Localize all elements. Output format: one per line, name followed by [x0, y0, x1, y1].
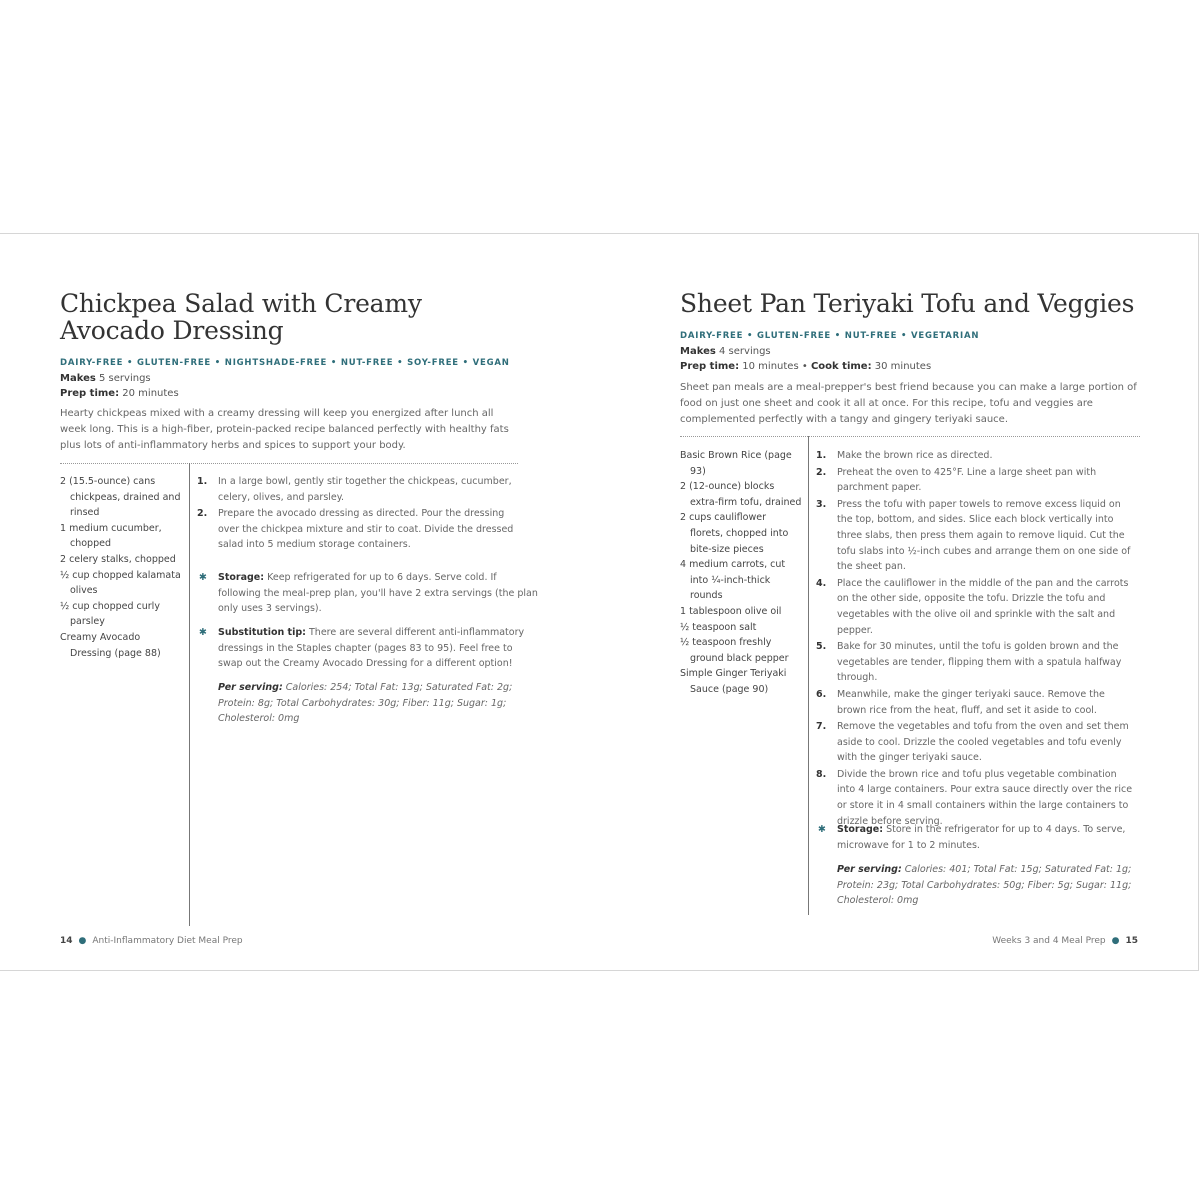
step-text: Preheat the oven to 425°F. Line a large sheet pan with parchment paper. [837, 466, 1097, 494]
makes-label: Makes [680, 346, 716, 357]
instruction-step [816, 448, 1136, 464]
storage-text: Keep refrigerated for up to 6 days. Serve cold. If following the meal-prep plan, you'll have 2 extra servings (the plan only uses 3 servings). [218, 572, 538, 615]
left-page [0, 234, 600, 970]
step-text: Prepare the avocado dressing as directed. Pour the dressing over the chickpea mixture and stir to coat. Divide the dressed salad into 5 medium storage containers. [218, 508, 514, 551]
recipe-title [60, 290, 480, 344]
step-number: 2. [197, 508, 208, 520]
section-divider [60, 463, 518, 464]
ingredient-item: 2 cups cauliflower florets, chopped into bite-size pieces [680, 512, 789, 555]
page-number: 14 [60, 936, 73, 946]
storage-label: Storage: [837, 824, 884, 835]
step-text: Place the cauliflower in the middle of the pan and the carrots on the other side, opposite the tofu. Drizzle the tofu and vegetables with the olive oil and sprinkle with the salt and pepper. [837, 577, 1129, 636]
substitution-text: There are several different anti-inflammatory dressings in the Staples chapter (pages 83 to 95). Feel free to swap out the Creamy Avocado Dressing for a different option! [218, 627, 525, 670]
instruction-list [816, 448, 1136, 830]
instruction-list [197, 474, 519, 554]
ingredient-item: 2 (15.5-ounce) cans chickpeas, drained and rinsed [60, 476, 181, 519]
step-text: Divide the brown rice and tofu plus vegetable combination into 4 large containers. Pour extra sauce directly over the rice or store it in 4 small containers within the large containers to drizzle before serving. [837, 768, 1133, 827]
instruction-step [816, 576, 1136, 638]
step-number: 7. [816, 721, 827, 733]
ingredient-item: 2 celery stalks, chopped [60, 553, 176, 565]
step-text: Meanwhile, make the ginger teriyaki sauce. Remove the brown rice from the heat, fluff, and set it aside to cool. [837, 688, 1105, 716]
running-title: Weeks 3 and 4 Meal Prep [992, 936, 1106, 946]
ingredient-item: ½ cup chopped kalamata olives [60, 569, 181, 597]
prep-time-value: 20 minutes [122, 388, 179, 399]
ingredient-item: 4 medium carrots, cut into ¼-inch-thick rounds [680, 559, 786, 602]
step-number: 4. [816, 577, 827, 589]
instruction-step [816, 687, 1136, 718]
nutrition-info [218, 680, 514, 727]
step-text: Press the tofu with paper towels to remove excess liquid on the top, bottom, and sides. Slice each block vertically into three slabs, then press them again to remove liquid. Cut the tofu slabs into ½-inch cubes and arrange them on one side of the sheet pan. [837, 498, 1131, 573]
nutrition-text: Calories: 401; Total Fat: 15g; Saturated Fat: 1g; Protein: 23g; Total Carbohydrates: 50g; Fiber: 5g; Sugar: 11g; Cholesterol: 0mg [837, 864, 1132, 907]
ingredient-item: ½ teaspoon freshly ground black pepper [680, 637, 789, 664]
diet-tags: DAIRY-FREE • GLUTEN-FREE • NUT-FREE • VEGETARIAN [680, 331, 980, 341]
instruction-step [816, 465, 1136, 496]
ingredient-item: 1 medium cucumber, chopped [60, 522, 162, 550]
time-info: Prep time: 10 minutes • Cook time: 30 minutes [680, 361, 932, 372]
ingredient-item: Creamy Avocado Dressing (page 88) [60, 631, 161, 659]
substitution-tip [197, 625, 538, 672]
ingredient-item: ½ cup chopped curly parsley [60, 600, 160, 628]
step-number: 1. [816, 450, 827, 461]
column-rule [808, 436, 809, 915]
footer-bullet-icon: ● [78, 936, 87, 946]
page-footer [60, 936, 243, 946]
bullet-icon: ✱ [199, 627, 207, 638]
step-text: Bake for 30 minutes, until the tofu is golden brown and the vegetables are tender, flipping them with a spatula halfway through. [837, 641, 1122, 684]
ingredient-item: Basic Brown Rice (page 93) [680, 450, 792, 477]
instruction-step [816, 719, 1136, 766]
step-text: In a large bowl, gently stir together the chickpeas, cucumber, celery, olives, and parsley. [218, 476, 512, 503]
running-title: Anti-Inflammatory Diet Meal Prep [92, 936, 243, 946]
makes-value: 5 servings [99, 373, 151, 384]
makes-label: Makes [60, 373, 96, 384]
step-number: 1. [197, 476, 208, 487]
storage-label: Storage: [218, 572, 265, 583]
step-number: 3. [816, 498, 827, 510]
section-divider [680, 436, 1140, 437]
nutrition-info [837, 862, 1135, 909]
cook-time-label: Cook time: [810, 361, 872, 372]
step-text: Remove the vegetables and tofu from the oven and set them aside to cool. Drizzle the cooled vegetables and tofu evenly with the ginger teriyaki sauce. [837, 721, 1129, 764]
instruction-step [816, 497, 1136, 575]
prep-time-label: Prep time: [680, 361, 740, 372]
ingredient-item: 1 tablespoon olive oil [680, 605, 782, 617]
cook-time-value: 30 minutes [874, 361, 932, 372]
ingredient-list [60, 474, 182, 661]
page-footer [992, 936, 1138, 946]
footer-bullet-icon: ● [1111, 936, 1120, 946]
step-text: Make the brown rice as directed. [837, 450, 993, 461]
ingredient-item: Simple Ginger Teriyaki Sauce (page 90) [680, 668, 787, 695]
diet-tags: DAIRY-FREE • GLUTEN-FREE • NIGHTSHADE-FREE • NUT-FREE • SOY-FREE • VEGAN [60, 358, 510, 368]
storage-note [816, 822, 1157, 853]
instruction-step [816, 639, 1136, 686]
recipe-title-line-2: Avocado Dressing [60, 316, 284, 345]
prep-time-info [60, 386, 179, 401]
step-number: 2. [816, 466, 827, 478]
servings-info [680, 344, 771, 359]
instruction-step [816, 767, 1136, 829]
prep-time-value: 10 minutes [742, 361, 799, 372]
nutrition-label: Per serving: [218, 682, 283, 693]
ingredient-item: 2 (12-ounce) blocks extra-firm tofu, drained [680, 481, 802, 508]
nutrition-label: Per serving: [837, 864, 902, 875]
ingredient-list [680, 448, 802, 698]
recipe-title-line-1: Chickpea Salad with Creamy [60, 289, 422, 318]
recipe-title: Sheet Pan Teriyaki Tofu and Veggies [680, 289, 1135, 318]
storage-text: Store in the refrigerator for up to 4 days. To serve, microwave for 1 to 2 minutes. [837, 824, 1126, 851]
servings-info [60, 371, 151, 386]
substitution-label: Substitution tip: [218, 627, 306, 638]
page-number: 15 [1125, 936, 1138, 946]
nutrition-text: Calories: 254; Total Fat: 13g; Saturated Fat: 2g; Protein: 8g; Total Carbohydrates: 30g; Fiber: 11g; Sugar: 1g; Cholesterol: 0mg [218, 682, 513, 725]
instruction-step [197, 506, 519, 553]
storage-note [197, 570, 538, 617]
ingredient-item: ½ teaspoon salt [680, 621, 757, 633]
step-number: 6. [816, 688, 827, 700]
step-number: 8. [816, 768, 827, 780]
recipe-intro: Hearty chickpeas mixed with a creamy dressing will keep you energized after lunch all week long. This is a high-fiber, protein-packed recipe balanced perfectly with healthy fats plus lots of anti-inflammatory herbs and spices to support your body. [60, 408, 509, 451]
step-number: 5. [816, 641, 827, 653]
book-spread [0, 233, 1199, 971]
bullet-icon: ✱ [199, 572, 207, 583]
instruction-step [197, 474, 519, 505]
makes-value: 4 servings [719, 346, 771, 357]
recipe-intro: Sheet pan meals are a meal-prepper's best friend because you can make a large portion of food on just one sheet and cook it all at once. For this recipe, tofu and veggies are complemented perfectly with a tangy and gingery teriyaki sauce. [680, 382, 1137, 425]
prep-time-label: Prep time: [60, 388, 120, 399]
column-rule [189, 463, 190, 926]
bullet-icon: ✱ [818, 824, 826, 835]
right-page [600, 234, 1198, 970]
